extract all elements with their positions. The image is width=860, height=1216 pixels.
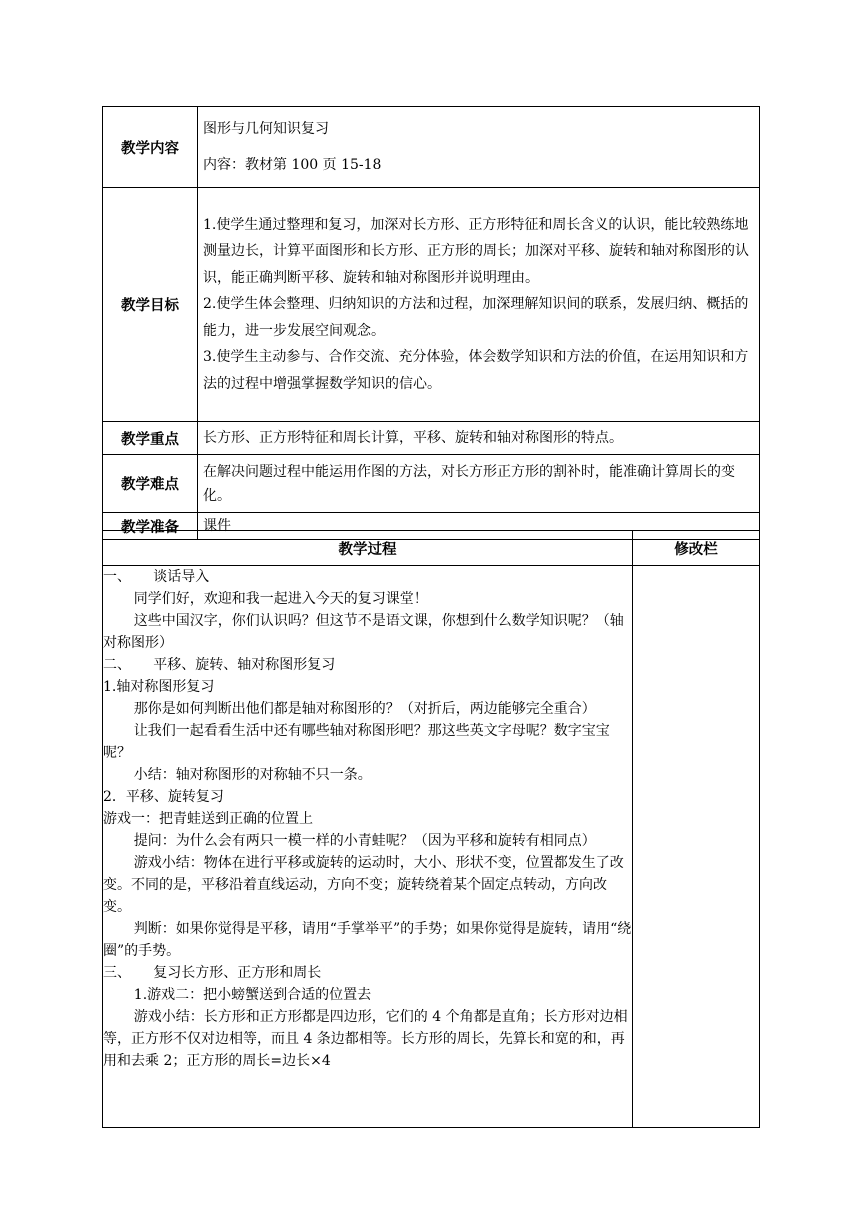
content-detail: 内容：教材第 100 页 15-18 — [203, 157, 382, 173]
difficulty-text: 在解决问题过程中能运用作图的方法，对长方形正方形的割补时，能准确计算周长的变化。 — [198, 455, 760, 513]
goals-cell — [198, 188, 760, 422]
goals-label: 教学目标 — [103, 188, 198, 422]
goal-item: 3.使学生主动参与、合作交流、充分体验，体会数学知识和方法的价值，在运用知识和方法的过程中增强掌握数学知识的信心。 — [203, 349, 749, 392]
subsection-heading: 1.游戏二：把小螃蟹送到合适的位置去 — [133, 987, 372, 1003]
process-line: 判断：如果你觉得是平移，请用“手掌举平”的手势；如果你觉得是旋转，请用“绕圈”的手势。 — [103, 921, 632, 959]
subsection-heading: 1.轴对称图形复习 — [103, 679, 215, 695]
teaching-process-table — [102, 530, 760, 1128]
content-title: 图形与几何知识复习 — [203, 121, 329, 137]
content-cell — [198, 107, 760, 188]
process-line: 这些中国汉字，你们认识吗？但这节不是语文课，你想到什么数学知识呢？（轴对称图形） — [103, 613, 624, 651]
process-line: 游戏小结：长方形和正方形都是四边形，它们的 4 个角都是直角；长方形对边相等，正方形不仅对边相等，而且 4 条边都相等。长方形的周长，先算长和宽的和，再用和去乘 2；正方形的周长=边长×4 — [103, 1009, 628, 1069]
lesson-info-table — [102, 106, 760, 540]
process-line: 游戏一：把青蛙送到正确的位置上 — [103, 811, 313, 827]
key-row — [103, 422, 760, 455]
process-line: 提问：为什么会有两只一模一样的小青蛙呢？（因为平移和旋转有相同点） — [133, 833, 596, 849]
goal-item: 1.使学生通过整理和复习，加深对长方形、正方形特征和周长含义的认识，能比较熟练地测量边长，计算平面图形和长方形、正方形的周长；加深对平移、旋转和轴对称图形的认识，能正确判断平移、旋转和轴对称图形并说明理由。 — [203, 216, 749, 286]
section-heading: 二、 平移、旋转、轴对称图形复习 — [103, 657, 336, 673]
difficulty-label: 教学难点 — [103, 455, 198, 513]
process-line: 让我们一起看看生活中还有哪些轴对称图形吧？那这些英文字母呢？数字宝宝呢？ — [103, 723, 610, 761]
goals-row — [103, 188, 760, 422]
content-label: 教学内容 — [103, 107, 198, 188]
subsection-heading: 2．平移、旋转复习 — [103, 789, 224, 805]
process-body-row — [103, 566, 760, 1128]
prep-text: 课件 — [198, 513, 760, 540]
revision-column — [633, 566, 760, 1128]
key-label: 教学重点 — [103, 422, 198, 455]
key-text: 长方形、正方形特征和周长计算，平移、旋转和轴对称图形的特点。 — [198, 422, 760, 455]
section-heading: 一、 谈话导入 — [103, 569, 210, 585]
goal-item: 2.使学生体会整理、归纳知识的方法和过程，加深理解知识间的联系，发展归纳、概括的能力，进一步发展空间观念。 — [203, 296, 749, 339]
content-row — [103, 107, 760, 188]
process-header-row — [103, 531, 760, 566]
difficulty-row — [103, 455, 760, 513]
process-header: 教学过程 — [103, 531, 633, 566]
process-line: 那你是如何判断出他们都是轴对称图形的？（对折后，两边能够完全重合） — [133, 701, 596, 717]
process-line: 同学们好，欢迎和我一起进入今天的复习课堂！ — [133, 591, 428, 607]
process-line: 游戏小结：物体在进行平移或旋转的运动时，大小、形状不变，位置都发生了改变。不同的是，平移沿着直线运动，方向不变；旋转绕着某个固定点转动，方向改变。 — [103, 855, 624, 915]
revision-header: 修改栏 — [633, 531, 760, 566]
process-content — [103, 566, 633, 1128]
prep-label: 教学准备 — [103, 513, 198, 540]
section-heading: 三、 复习长方形、正方形和周长 — [103, 965, 322, 981]
process-line: 小结：轴对称图形的对称轴不只一条。 — [133, 767, 372, 783]
